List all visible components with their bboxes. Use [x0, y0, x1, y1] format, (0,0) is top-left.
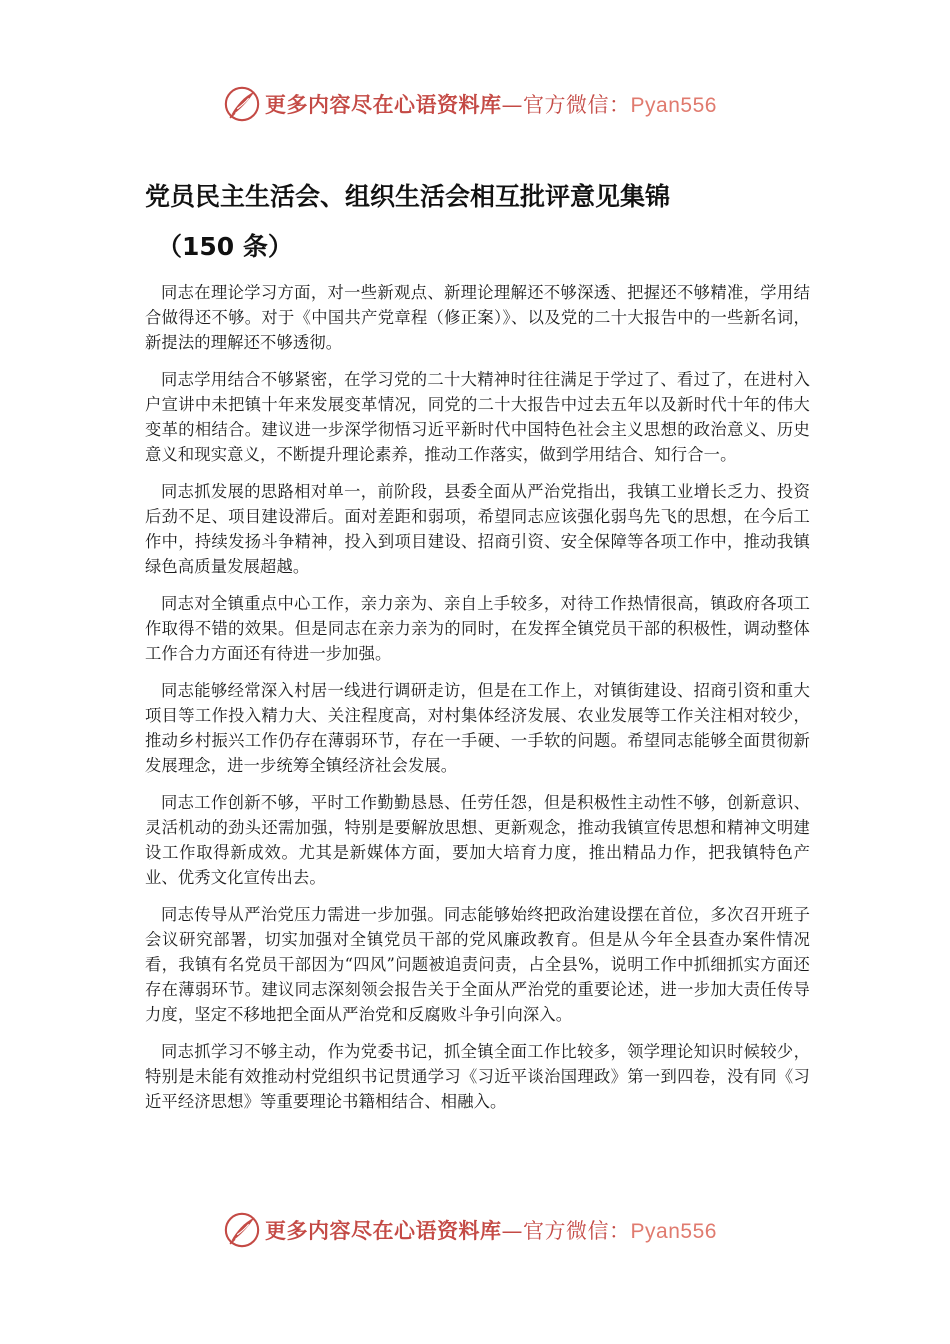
header-watermark-content: [223, 85, 717, 123]
document-title-line2: （150 条）: [157, 232, 293, 261]
watermark-dash: —: [501, 1219, 524, 1243]
document-title-line1: 党员民主生活会、组织生活会相互批评意见集锦: [145, 182, 671, 211]
body-paragraph: 同志学用结合不够紧密，在学习党的二十大精神时往往满足于学过了、看过了，在进村入户宣讲中未把镇十年来发展变革情况，同党的二十大报告中过去五年以及新时代十年的伟大变革的相结合。建议进一步深学彻悟习近平新时代中国特色社会主义思想的政治意义、历史意义和现实意义，不断提升理论素养，推动工作落实，做到学用结合、知行合一。: [145, 370, 810, 464]
footer-watermark-text: [265, 1215, 717, 1245]
body-paragraph: 同志工作创新不够，平时工作勤勤恳恳、任劳任怨，但是积极性主动性不够，创新意识、灵活机动的劲头还需加强，特别是要解放思想、更新观念，推动我镇宣传思想和精神文明建设工作取得新成效。尤其是新媒体方面，要加大培育力度，推出精品力作，把我镇特色产业、优秀文化宣传出去。: [145, 793, 810, 887]
body-paragraph: 同志抓发展的思路相对单一，前阶段，县委全面从严治党指出，我镇工业增长乏力、投资后劲不足、项目建设滞后。面对差距和弱项，希望同志应该强化弱鸟先飞的思想，在今后工作中，持续发扬斗争精神，投入到项目建设、招商引资、安全保障等各项工作中，推动我镇绿色高质量发展超越。: [145, 482, 810, 576]
footer-watermark-banner: [0, 1208, 950, 1252]
body-paragraph: 同志在理论学习方面，对一些新观点、新理论理解还不够深透、把握还不够精准，学用结合做得还不够。对于《中国共产党章程（修正案）》、以及党的二十大报告中的一些新名词，新提法的理解还不够透彻。: [145, 283, 810, 352]
body-paragraph: 同志传导从严治党压力需进一步加强。同志能够始终把政治建设摆在首位，多次召开班子会议研究部署，切实加强对全镇党员干部的党风廉政教育。但是从今年全县查办案件情况看，我镇有名党员干部因为“四风”问题被追责问责，占全县%，说明工作中抓细抓实方面还存在薄弱环节。建议同志深刻领会报告关于全面从严治党的重要论述，进一步加大责任传导力度，坚定不移地把全面从严治党和反腐败斗争引向深入。: [145, 905, 810, 1024]
body-paragraph: 同志能够经常深入村居一线进行调研走访，但是在工作上，对镇街建设、招商引资和重大项目等工作投入精力大、关注程度高，对村集体经济发展、农业发展等工作关注相对较少，推动乡村振兴工作仍存在薄弱环节，存在一手硬、一手软的问题。希望同志能够全面贯彻新发展理念，进一步统筹全镇经济社会发展。: [145, 681, 810, 775]
watermark-dash: —: [501, 93, 524, 117]
watermark-wechat-id: Pyan556: [630, 94, 717, 117]
quill-pen-logo-icon: [223, 85, 261, 123]
watermark-site-name: 更多内容尽在心语资料库: [265, 1219, 502, 1243]
body-paragraph: 同志对全镇重点中心工作，亲力亲为、亲自上手较多，对待工作热情很高，镇政府各项工作取得不错的效果。但是同志在亲力亲为的同时，在发挥全镇党员干部的积极性，调动整体工作合力方面还有待进一步加强。: [145, 594, 810, 663]
body-paragraph: 同志抓学习不够主动，作为党委书记，抓全镇全面工作比较多，领学理论知识时候较少，特别是未能有效推动村党组织书记贯通学习《习近平谈治国理政》第一到四卷，没有同《习近平经济思想》等重要理论书籍相结合、相融入。: [145, 1042, 810, 1111]
quill-pen-logo-icon: [223, 1211, 261, 1249]
document-body: [145, 280, 810, 1126]
footer-watermark-content: [223, 1211, 717, 1249]
watermark-wechat-id: Pyan556: [630, 1220, 717, 1243]
header-watermark-banner: [0, 82, 950, 126]
watermark-wechat-label: 官方微信：: [523, 1219, 631, 1243]
document-title: [145, 172, 825, 272]
watermark-wechat-label: 官方微信：: [523, 93, 631, 117]
watermark-site-name: 更多内容尽在心语资料库: [265, 93, 502, 117]
header-watermark-text: [265, 89, 717, 119]
